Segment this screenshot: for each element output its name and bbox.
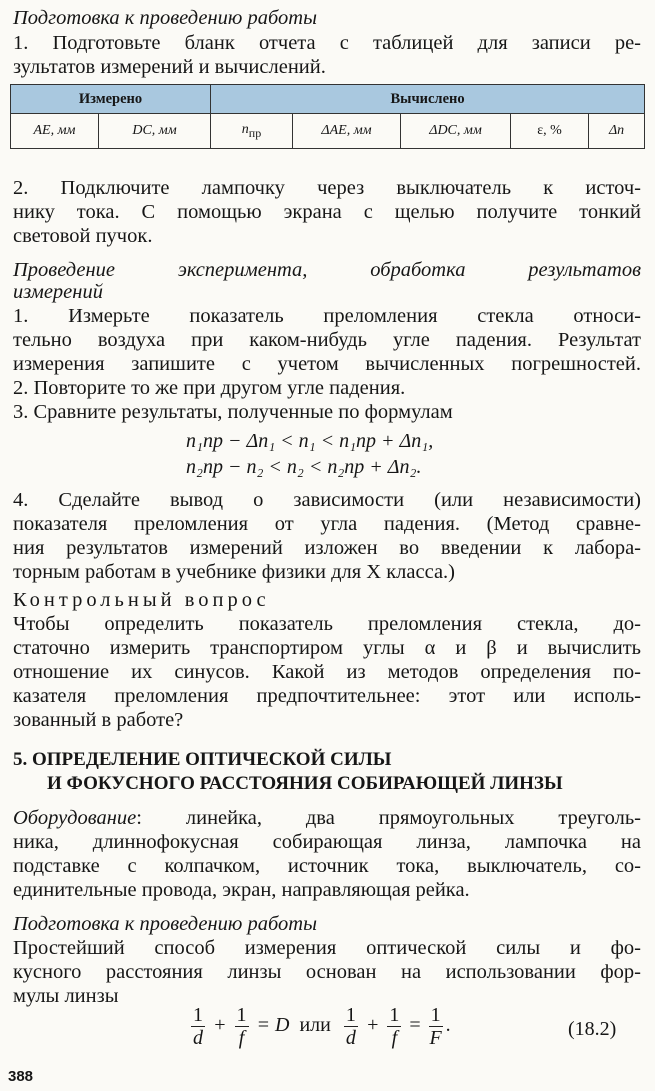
col-epsilon: ε, % (511, 114, 589, 149)
frac-1-F: $\frac{1}{F}$ (429, 1004, 442, 1049)
equation-number: (18.2) (568, 1018, 617, 1040)
section5-title-line2: И ФОКУСНОГО РАССТОЯНИЯ СОБИРАЮЩЕЙ ЛИНЗЫ (47, 773, 563, 794)
control-line5: зованный в работе? (13, 709, 184, 731)
experiment-heading-line1: Проведение эксперимента, обработка результатов (13, 259, 641, 281)
lens-formula: $\frac{1}{d}$ + $\frac{1}{f}$ = D или $\frac{1}{d}$ + $\frac{1}{f}$ = $\frac{1}{F}$ . (193, 1004, 451, 1049)
col-dc: DC, мм (99, 114, 211, 149)
header-measured: Измерено (11, 85, 211, 114)
frac-1-d-2: $\frac{1}{d}$ (345, 1004, 356, 1049)
prep-step1-line2: зультатов измерений и вычислений. (13, 56, 326, 78)
exp-step2: 2. Повторите то же при другом угле падения. (13, 377, 406, 399)
frac-1-d: $\frac{1}{d}$ (193, 1004, 203, 1049)
control-line1: Чтобы определить показатель преломления стекла, до- (13, 613, 641, 635)
step2-line1: 2. Подключите лампочку через выключатель к источ- (13, 177, 641, 199)
control-line4: казателя преломления предпочтительнее: этот или исполь- (13, 685, 641, 707)
exp-step3: 3. Сравните результаты, полученные по формулам (13, 401, 453, 423)
formula-1: n₁пр − Δn₁ < n₁ < n₁пр + Δn₁, (186, 430, 434, 452)
col-delta-dc: ΔDC, мм (401, 114, 511, 149)
step4-line4: торным работам в учебнике физики для X класса.) (13, 561, 456, 583)
page-number: 388 (8, 1068, 34, 1085)
prep2-line3: мулы линзы (13, 985, 119, 1007)
report-table (10, 84, 645, 149)
prep2-line2: кусного расстояния линзы основан на использовании фор- (13, 961, 641, 983)
col-n-pr: $n_{пр}$ (211, 114, 293, 149)
frac-1-f-2: $\frac{1}{f}$ (389, 1004, 400, 1049)
col-ae: AE, мм (11, 114, 99, 149)
equipment-line2: ника, длиннофокусная собирающая линза, лампочка на (13, 831, 641, 853)
col-delta-n: Δn (589, 114, 645, 149)
col-delta-ae: ΔAE, мм (293, 114, 401, 149)
control-question-heading: Контрольный вопрос (13, 589, 270, 611)
prep2-heading: Подготовка к проведению работы (13, 913, 317, 935)
experiment-heading-line2: измерений (13, 281, 103, 303)
section5-title-line1: 5. ОПРЕДЕЛЕНИЕ ОПТИЧЕСКОЙ СИЛЫ (13, 749, 392, 770)
exp-step1-line2: тельно воздуха при каком-нибудь угле падения. Результат (13, 329, 641, 351)
equipment-line1: Оборудование: линейка, два прямоугольных треуголь- (13, 807, 641, 829)
step4-line1: 4. Сделайте вывод о зависимости (или независимости) (13, 489, 641, 511)
step4-line2: показателя преломления от угла падения. (Метод сравне- (13, 513, 641, 535)
control-line2: статочно измерить транспортиром углы α и β и вычислить (13, 637, 641, 659)
prep-step1-line1: 1. Подготовьте бланк отчета с таблицей для записи ре- (13, 32, 641, 54)
equipment-label: Оборудование (13, 807, 137, 829)
prep-heading: Подготовка к проведению работы (13, 7, 317, 29)
step4-line3: ния результатов измерений изложен во введении к лабора- (13, 537, 641, 559)
control-line3: отношение их синусов. Какой из методов определения по- (13, 661, 641, 683)
step2-line2: нику тока. С помощью экрана с щелью получите тонкий (13, 201, 641, 223)
equipment-line3: подставке с колпачком, источник тока, выключатель, со- (13, 855, 641, 877)
header-computed: Вычислено (211, 85, 645, 114)
exp-step1-line1: 1. Измерьте показатель преломления стекла относи- (13, 305, 641, 327)
prep2-line1: Простейший способ измерения оптической силы и фо- (13, 937, 641, 959)
exp-step1-line3: измерения запишите с учетом вычисленных погрешностей. (13, 353, 641, 375)
step2-line3: световой пучок. (13, 225, 153, 247)
formula-2: n₂пр − n₂ < n₂ < n₂пр + Δn₂. (186, 456, 422, 478)
frac-1-f: $\frac{1}{f}$ (236, 1004, 247, 1049)
equipment-line4: единительные провода, экран, направляющая рейка. (13, 879, 470, 901)
